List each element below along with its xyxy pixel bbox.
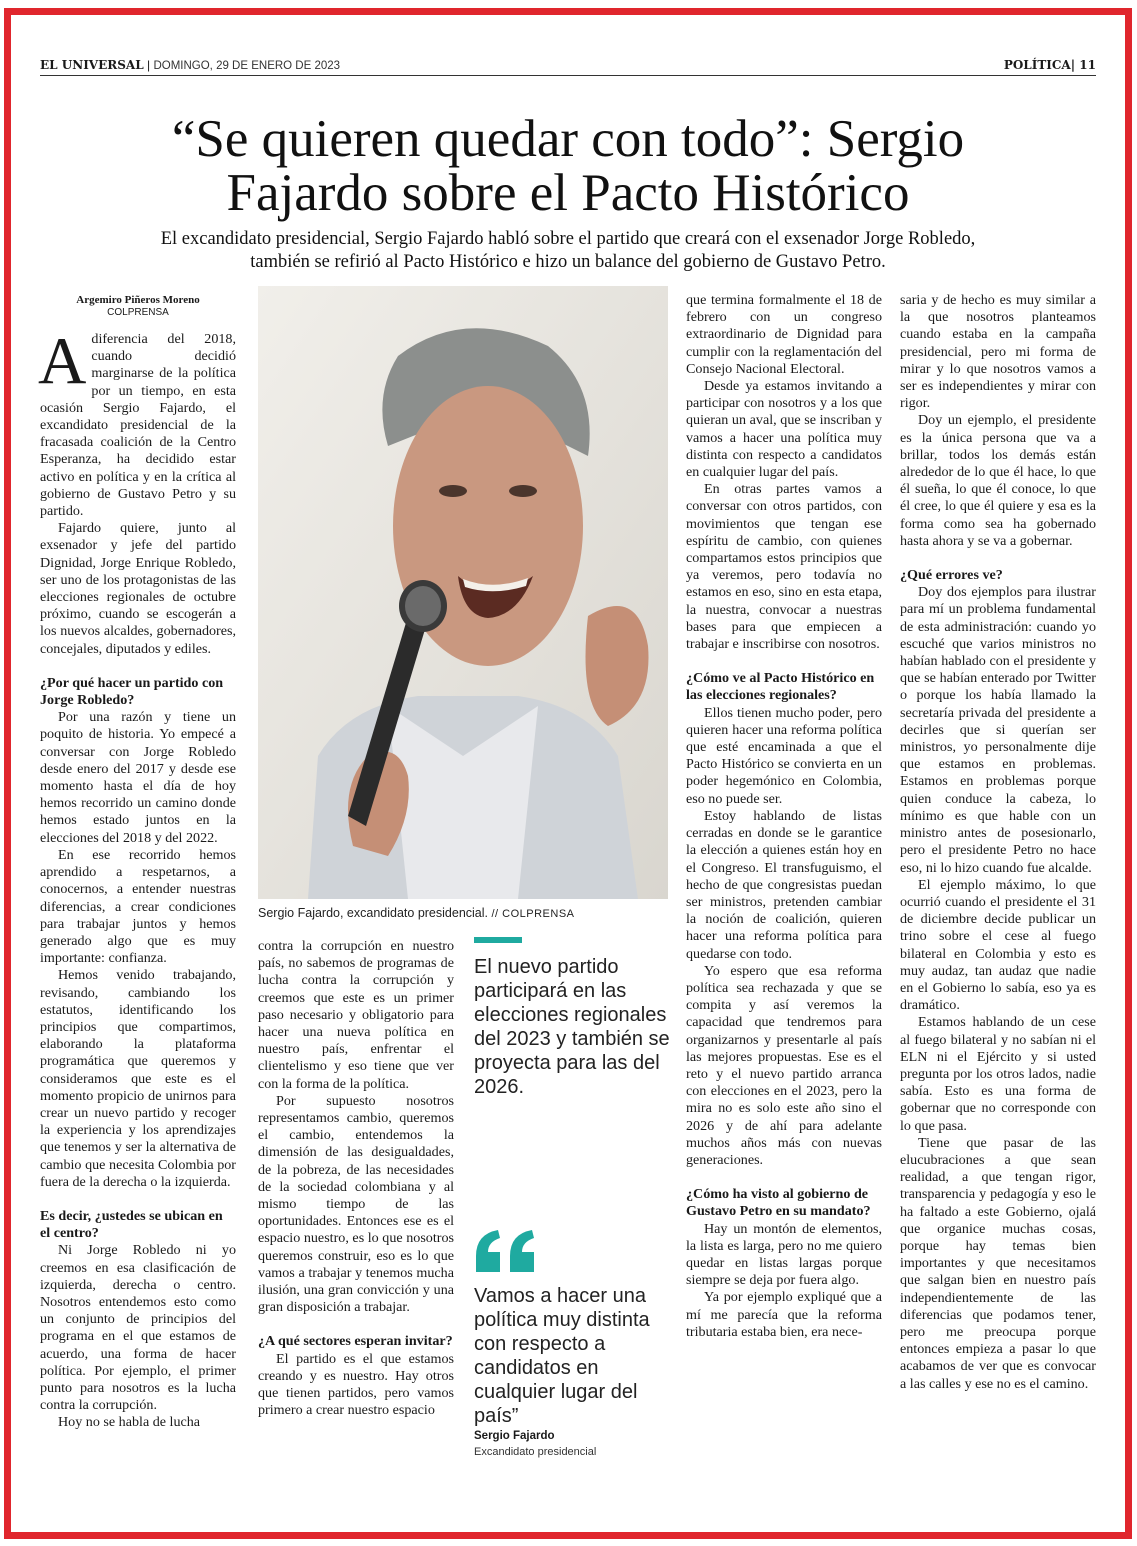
deck xyxy=(60,228,1076,274)
paragraph: Hay un montón de elementos, la lista es larga, pero no me quiero quedar en listas largas porque siempre se deja por fuera algo. xyxy=(686,1220,882,1289)
paragraph: Ni Jorge Robledo ni yo creemos en esa clasificación de izquierda, derecha o centro. Nosotros entendemos esto como un conjunto de principios del programa en el que estamos de acuerdo, una forma de hacer política. Por ejemplo, el primer punto para nosotros es la lucha contra la corrupción. xyxy=(40,1242,236,1414)
question-heading: ¿Cómo ha visto al gobierno de Gustavo Petro en su mandato? xyxy=(686,1186,871,1220)
photo-caption xyxy=(258,906,678,922)
page-number: | 11 xyxy=(1070,58,1096,72)
question-heading: ¿Por qué hacer un partido con Jorge Robledo? xyxy=(40,674,224,709)
author-agency: COLPRENSA xyxy=(107,307,169,318)
running-head xyxy=(40,56,1096,76)
question-heading: ¿Qué errores ve? xyxy=(900,567,1003,584)
article-column-1 xyxy=(40,294,236,1432)
article-column-4 xyxy=(900,292,1096,1393)
deck-line-1: El excandidato presidencial, Sergio Fajardo habló sobre el partido que creará con el exsenador Jorge Robledo, xyxy=(160,229,976,249)
paragraph: En ese recorrido hemos aprendido a respetarnos, a conocernos, a entender nuestras diferencias, a crear condiciones para trabajar juntos y hemos generado algo que es muy importante: confianza. xyxy=(40,846,236,967)
quote-mark-icon xyxy=(472,1226,542,1276)
paragraph: Por supuesto nosotros representamos cambio, queremos el cambio, entendemos la dimensión de las desigualdades, de la pobreza, de las necesidades de la sociedad colombiana y al mismo tiempo de las oportunidades. Entonces ese es el espacio nuestro, es lo que nosotros queremos construir, eso es lo que vamos a trabajar y tenemos mucha ilusión, una gran convicción y una gran disposición a trabajar. xyxy=(258,1092,454,1316)
byline xyxy=(40,294,236,319)
paragraph: Tiene que pasar de las elucubraciones a que sean realidad, a que tengan rigor, transparencia y pedagogía y eso le ha faltado a este Gobierno, ojalá que organice muchas cosas, porque hay temas bien importantes y que necesitamos que salgan bien en nuestro país independientemente de las diferencias que podamos tener, pero me preocupa porque entonces empieza a pasar lo que acabamos de ver que es convocar a las calles y ese no es el camino. xyxy=(900,1134,1096,1392)
portrait-illustration xyxy=(258,286,668,899)
header-separator: | xyxy=(143,58,154,72)
paper-name: EL UNIVERSAL xyxy=(40,58,144,72)
paragraph: Hemos venido trabajando, revisando, cambiando los estatutos, identificando los principios que compartimos, elaborando la plataforma programática que queremos y consideramos que este es el momento propicio de unirnos para crear un nuevo partido y recoger la experiencia y los aprendizajes que tenemos y ser la alternativa de cambio que necesita Colombia por fuera de la derecha o la izquierda. xyxy=(40,967,236,1190)
paragraph: Ya por ejemplo expliqué que a mí me parecía que la reforma tributaria estaba bien, era nece- xyxy=(686,1289,882,1340)
paragraph: saria y de hecho es muy similar a la que nosotros planteamos cuando estaba en la campaña presidencial, pero mi forma de mirar y lo que nosotros vamos a ser es independientes y mirar con rigor. xyxy=(900,292,1096,412)
lead-paragraph: Adiferencia del 2018, cuando decidió marginarse de la política por un tiempo, en esta ocasión Sergio Fajardo, el excandidato presidencial de la fracasada coalición de la Centro Esperanza, ha decidido estar activo en política y en la crítica al gobierno de Gustavo Petro y su partido. xyxy=(38,324,236,520)
paragraph: Ellos tienen mucho poder, pero quieren hacer una reforma política que esté encaminada a que el Pacto Histórico se convierta en un poder hegemónico en Colombia, eso no puede ser. xyxy=(686,704,882,807)
paragraph: Por una razón y tiene un poquito de historia. Yo empecé a conversar con Jorge Robledo desde enero del 2017 y desde ese momento hasta el día de hoy hemos recorrido un camino donde hemos estado juntos en la elecciones del 2018 y del 2022. xyxy=(40,709,236,846)
caption-text: Sergio Fajardo, excandidato presidencial. xyxy=(258,906,488,920)
section-name: POLÍTICA xyxy=(1003,58,1071,72)
paragraph: Hoy no se habla de lucha xyxy=(58,1414,201,1431)
question-heading: ¿A qué sectores esperan invitar? xyxy=(258,1333,453,1350)
paragraph: Fajardo quiere, junto al exsenador y jefe del partido Dignidad, Jorge Enrique Robledo, ser uno de los protagonistas de las elecciones regionales de octubre próximo, cuando se escogerán a los nuevos alcaldes, gobernadores, concejales, diputados y ediles. xyxy=(40,520,236,657)
paragraph: El partido es el que estamos creando y es nuestro. Hay otros que tienen partidos, pero vamos primero a crear nuestro espacio xyxy=(258,1350,454,1419)
question-heading: Es decir, ¿ustedes se ubican en el centro? xyxy=(40,1207,223,1242)
photo-credit: // COLPRENSA xyxy=(491,908,575,920)
quote-speaker-role: Excandidato presidencial xyxy=(474,1446,597,1458)
author-name: Argemiro Piñeros Moreno xyxy=(76,294,200,306)
paragraph: En otras partes vamos a conversar con otros partidos, con movimientos que tengan ese espíritu de cambio, con quienes compartamos estos principios que ya veremos, pero todavía no estamos en eso, sino en esta etapa, la nuestra, convocar a nuestras bases para que empiecen a trabajar e inscribirse con nosotros. xyxy=(686,481,882,653)
article-column-3 xyxy=(686,292,882,1341)
paragraph: Yo espero que esa reforma política sea rechazada y que se compita y así veremos la capacidad que tendremos para organizarnos y presentarle al país las mejores propuestas. Ese es el reto y el nuevo partido arranca con elecciones en el 2023, pero la mira no es solo este año sino el 2026 y de ahí para adelante muchos años más con nuevas generaciones. xyxy=(686,962,882,1168)
newspaper-page xyxy=(40,56,1096,1506)
paragraph: El ejemplo máximo, lo que ocurrió cuando el presidente el 31 de diciembre decide publicar un trino sobre el cese al fuego bilateral en Colombia y esto es muy audaz, tan audaz que nadie en el Gobierno lo sabía, eso ya es dramático. xyxy=(900,876,1096,1014)
issue-date: DOMINGO, 29 DE ENERO DE 2023 xyxy=(153,60,341,72)
paragraph: Estamos hablando de un cese al fuego bilateral y no sabían ni el ELN ni el Ejército y si usted pregunta por los otros lados, nadie sabía. Esto es una forma de gobernar que no corresponde con lo que pasa. xyxy=(900,1014,1096,1134)
headline-line-1: “Se quieren quedar con todo”: Sergio xyxy=(171,110,965,168)
drop-cap: A xyxy=(38,324,87,398)
article-column-2 xyxy=(258,938,454,1419)
quote-speaker: Sergio Fajardo xyxy=(474,1430,555,1442)
paragraph: Desde ya estamos invitando a participar con nosotros y a los que quieran un aval, que se inscriban y vamos a hacer una política muy distinta con respecto a candidatos en cualquier lugar del país. xyxy=(686,378,882,481)
pullquote-accent-bar xyxy=(474,937,522,943)
paragraph: que termina formalmente el 18 de febrero con un congreso extraordinario de Dignidad para cumplir con la reglamentación del Consejo Nacional Electoral. xyxy=(686,292,882,377)
photo-sergio-fajardo xyxy=(258,286,668,899)
paragraph: Doy dos ejemplos para ilustrar para mí un problema fundamental de esta administración: cuando yo escuché que varios ministros no habían hablado con el presidente y que se habían enterado por Twitter o porque los había llamado la secretaría privada del presidente a decirles que si querían ser ministros, yo personalmente dije que estamos en problemas. Estamos en problemas porque quien conduce la cabeza, lo mínimo es que hable con un ministro antes de posesionarlo, pero el presidente Petro no hace eso, ni lo hizo cuando fue alcalde. xyxy=(900,584,1096,876)
headline-line-2: Fajardo sobre el Pacto Histórico xyxy=(226,164,910,222)
headline xyxy=(40,112,1096,220)
paragraph: contra la corrupción en nuestro país, no sabemos de programas de lucha contra la corrupción y creemos que este es un primer paso necesario y obligatorio para hacer una nueva política en nuestro país, enfrentar el clientelismo y eso tiene que ver con la forma de la política. xyxy=(258,938,454,1092)
question-heading: ¿Cómo ve al Pacto Histórico en las elecciones regionales? xyxy=(686,670,875,704)
quote-text: Vamos a hacer una política muy distinta con respecto a candidatos en cualquier lugar del país” xyxy=(474,1285,650,1427)
deck-line-2: también se refirió al Pacto Histórico e hizo un balance del gobierno de Gustavo Petro. xyxy=(250,252,886,272)
pullquote: El nuevo partido participará en las elecciones regionales del 2023 y también se proyecta para las del 2026. xyxy=(474,956,670,1098)
paragraph: Estoy hablando de listas cerradas en donde se le garantice la elección a quienes están hoy en el Congreso. El transfuguismo, el hecho de que congresistas puedan ser ministros, pretenden cambiar la noción de coalición, quieren hacer una reforma política para quedarse con todo. xyxy=(686,807,882,962)
paragraph: Doy un ejemplo, el presidente es la única persona que va a brillar, todos los demás están alrededor de lo que él hace, lo que él sueña, lo que él conoce, lo que él cree, lo que él quiere y esa es la forma como sea ha gobernado hasta ahora y se va a gobernar. xyxy=(900,412,1096,549)
